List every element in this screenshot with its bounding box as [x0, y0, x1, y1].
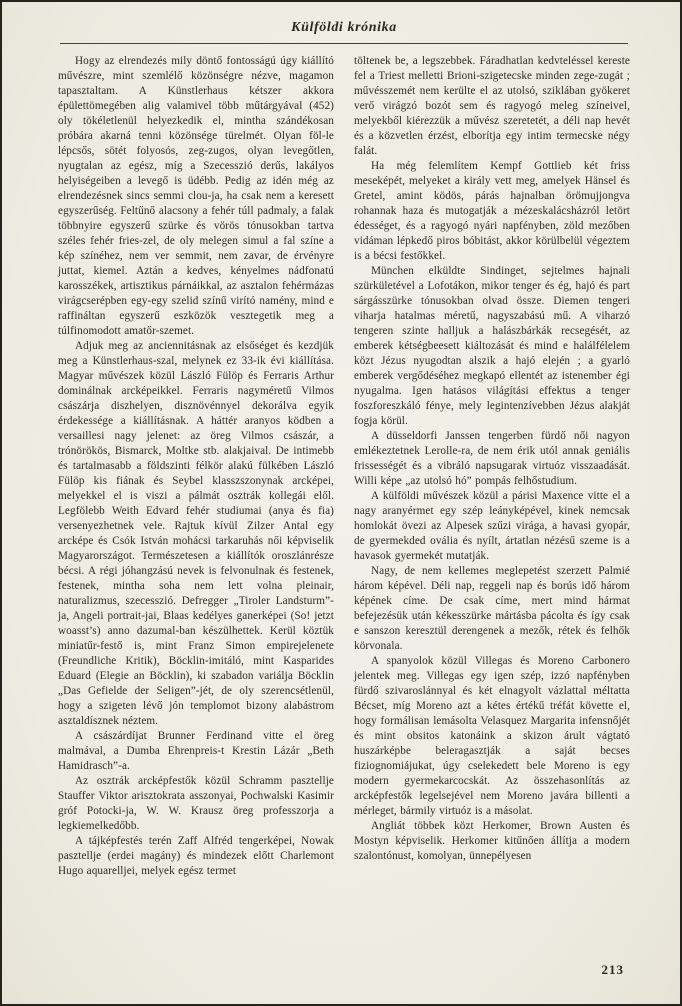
- paragraph: Adjuk meg az anciennitásnak az elsőséget és kezdjük meg a Künstlerhaus-szal, melynek ez 33-ik évi kiállítása. Magyar művészek közül László Fülöp és Ferraris Arthur dominálnak arcképeikkel. Ferraris nagyméretű Vilmos császárja diszhelyen, disznövénnyel dekorálva egyik érdekessége a kiállításnak. A háttér aranyos ködben a versaillesi nagy jelenet: az öreg Vilmos császár, a trónörökös, Bismarck, Moltke stb. alakjaival. De intimebb és tartalmasabb a földszinti félkör alakú fülkében László Fülöp kis fiának és Seybel klasszszonynak arcképei, melyekkel el is viszi a pálmát osztrák kollegái elől. Legfölebb Weith Edvard fehér studiumai (anya és fia) versenyezhetnek vele. Rajtuk kívül Zilzer Antal egy arcképe és Csók István mohácsi tarkaruhás női képviselik Magyarországot. Természetesen a kiállítók oroszlánrésze bécsi. A régi jóhangzású nevek is felvonulnak és festenek, festenek, mintha soha nem lett volna pleinair, naturalizmus, szecesszió. Defregger „Tiroler Landsturm”-ja, Angeli portrait-jai, Blaas kedélyes ganerképei (So! jetzt woasst’s) anno dazumal-ban készülhettek. Kerül köztük miniatűr-festő is, mint Franz Simon empirejelenete (Freundliche Kritik), Böcklin-imitáló, mint Kasparides Eduard (Elegie an Böcklin), ki szabadon variálja Böcklin „Das Gefielde der Seligen”-jét, de oly szerencsétlenül, hogy a szigeten lévő jón templomot bizony alabástrom asztaldísznek néztem.: [58, 340, 334, 727]
- paragraph: A külföldi művészek közül a párisi Maxence vitte el a nagy aranyérmet egy szép leányképével, kinek nemcsak homlokát övezi az Alpesek szűzi virága, a havasi gyopár, de gyermekded ovália és nyílt, ártatlan nézésű szeme is a havasok gyermekét mutatják.: [354, 490, 630, 562]
- paragraph: Hogy az elrendezés mily döntő fontosságú úgy kiállító művészre, mint szemlélő közönségre nézve, magamon tapasztaltam. A Künstlerhaus kétszer akkora épülettömegében alig valamivel több műtárgyával (452) oly tökéletlenül helyezkedik el, mintha szándékosan próbára akarná tenni közönsége türelmét. Olyan föl-le lépcsős, sötét folyosós, zeg-zugos, olyan levegőtlen, nyugtalan az egész, míg a Szecesszió derűs, lakályos helyiségeiben a levegő is üdébb. Pedig az idén még az elrendezésnek sincs semmi clou-ja, ha csak nem a keresett egyszerűség. Feltűnő alacsony a fehér túll padmaly, a falak többnyire egyszerű szürke és vörös tónusokban tartva széles fehér fries-zel, de oly melegen simul a fal színe a kép színéhez, nem ver semmit, nem zavar, de érvényre juttat, kiemel. Aztán a kedves, kényelmes nádfonatú karosszékek, artisztikus párnáikkal, az asztalon fehérmázas virágcserépben egy-egy szelid színű virító namény, mind e raffináltan egyszerű eszközök vesztegetik meg a túlfinomodott amatőr-szemet.: [58, 55, 334, 337]
- paragraph: A tájképfestés terén Zaff Alfréd tengerképei, Nowak pasztellje (erdei magány) és mindezek előtt Charlemont Hugo aquarelljei, melyek egész termet: [58, 835, 334, 877]
- paragraph: A császárdíjat Brunner Ferdinand vitte el öreg malmával, a Dumba Ehrenpreis-t Krestin Lázár „Beth Hamidrasch”-a.: [58, 730, 334, 772]
- paragraph: Ha még felemlítem Kempf Gottlieb két friss meseképét, melyeket a király vett meg, amelyek Hänsel és Gretel, amint ködös, párás hajnalban örömujjongva rohannak haza és mutogatják a mézeskalácsházról letört édességet, és a ragyogó nyári napfényben, zöld mezőben vidáman lépkedő piros bóbitást, akkor körülbelül végeztem is a bécsi festőkkel.: [354, 160, 630, 262]
- page-header: [58, 20, 630, 44]
- paragraph: Angliát többek közt Herkomer, Brown Austen és Mostyn képviselik. Herkomer kitűnően állítja a modern szalontónust, komolyan, ünnepélyesen: [354, 820, 630, 862]
- paragraph-continuation: töltenek be, a legszebbek. Fáradhatlan kedvteléssel kereste fel a Triest melletti Brioni-szigetecske minden zege-zugát ; művésszemét nem kerülte el az utolsó, sziklában gyökeret verő virágzó bozót sem és ragyogó meleg színeivel, melyekből kiérezzük a művész szeretetét, a déli nap hevét és a közvetlen érzést, elborítja egy intim termecske négy falát.: [354, 55, 630, 157]
- paragraph: A spanyolok közül Villegas és Moreno Carbonero jelentek meg. Villegas egy igen szép, izzó napfényben fürdő szivaroslánnyal és két elnagyolt vázlattal méltatta Bécset, míg Moreno azt a kétes értékű tréfát követte el, hogy formálisan lemásolta Velasquez Margarita infensnőjét és mint obsitos katonáink a skizon árult vágtató huszárképbe beleragasztják a saját becses fiziognomiájukat, úgy cselekedett bele Moreno is egy modern gyermekarcocskát. Az összehasonlítás az arcképfestők legelsejével nem Moreno javára billenti a mérleget, bármily virtuóz is a másolat.: [354, 655, 630, 817]
- paragraph: Az osztrák arcképfestők közül Schramm pasztellje Stauffer Viktor arisztokrata asszonyai, Pochwalski Kasimir gróf Potocki-ja, W. W. Krausz öreg professzorja a legkiemelkedőbb.: [58, 775, 334, 832]
- right-column: [354, 54, 630, 879]
- text-columns: [58, 54, 630, 879]
- paragraph: Nagy, de nem kellemes meglepetést szerzett Palmié három képével. Déli nap, reggeli nap és borús idő három képének címe. De csak címe, mert mind hármat befejezésük után kékesszürke mártásba pácolta és így csak e sanszon keresztül derengenek a mezők, rétek és felhők körvonala.: [354, 565, 630, 652]
- left-column: [58, 54, 334, 879]
- paragraph: A düsseldorfi Janssen tengerben fürdő női nagyon emlékeztetnek Lerolle-ra, de nem érik utól annak geniális frissességét és a vibráló napsugarak virtuóz visszaadását. Willi képe „az utolsó hó” pompás felhőstudium.: [354, 430, 630, 487]
- page-number: 213: [601, 962, 624, 977]
- page-title: Külföldi krónika: [291, 20, 397, 35]
- header-rule: [60, 43, 628, 44]
- paragraph: München elküldte Sindinget, sejtelmes hajnali szürkületével a Lofotákon, mikor tenger és ég, hajó és part sárgásszürke tónusokban olvad össze. Diemen tengeri viharja hatalmas méretű, nagyszabású mű. A viharzó tengeren szinte halljuk a halászbárkák recsegését, az emberek kétségbeesett kiáltozását és mind e halálfélelem közt Jézus nyugodtan alszik a hajó elején ; a gyarló emberek vergődéséhez megkapó ellentét az istenember égi nyugalma. Igen hatásos világítási effektus a tenger foszforeszkáló fénye, mely legintenzívebben Jézus alakját fogja körül.: [354, 265, 630, 427]
